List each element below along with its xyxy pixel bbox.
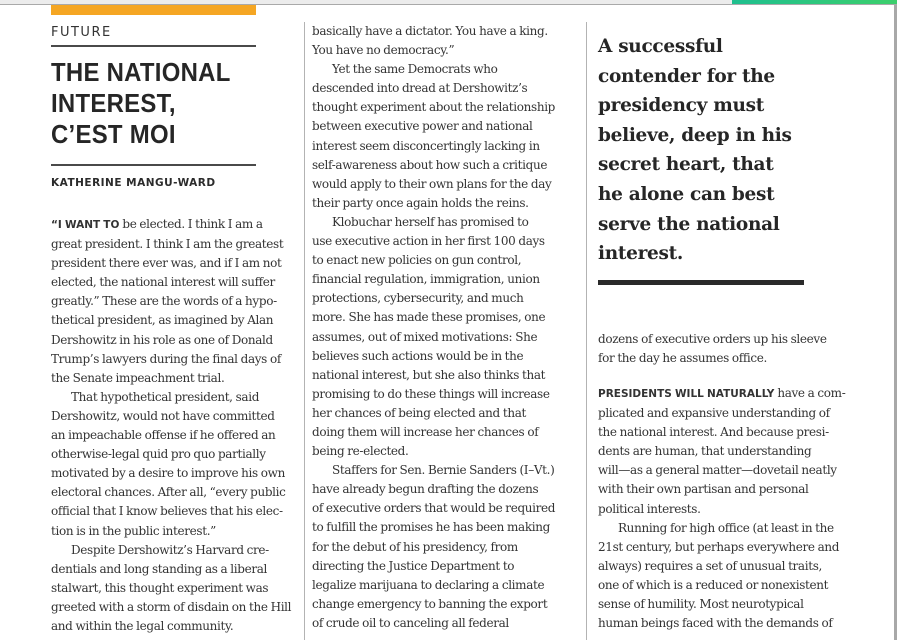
text-line: sense of humility. Most neurotypical xyxy=(598,597,804,612)
text-line: the national interest. And because presi- xyxy=(598,425,829,440)
text-line: human beings faced with the demands of xyxy=(598,616,833,631)
text-line: great president. I think I am the greatest xyxy=(51,237,284,252)
text-line: have already begun drafting the dozens xyxy=(312,482,539,497)
text-line: You have no democracy.” xyxy=(312,43,455,58)
text-line: thetical president, as imagined by Alan xyxy=(51,313,274,328)
text-line: will—as a general matter—dovetail neatly xyxy=(598,463,837,478)
text-line: and within the legal community. xyxy=(51,618,234,633)
text-line: president there ever was, and if I am not xyxy=(51,256,282,271)
text-line: directing the Justice Department to xyxy=(312,558,515,573)
text-line: elected, the national interest will suffer xyxy=(51,275,275,290)
text-line: being re-elected. xyxy=(312,444,409,459)
text-line: to fulfill the promises he has been making xyxy=(312,520,550,535)
text-line: to enact new policies on gun control, xyxy=(312,253,522,268)
top-green-tab xyxy=(732,0,897,4)
text-line: assumes, out of mixed motivations: She xyxy=(312,329,538,344)
text-line: dents are human, that understanding xyxy=(598,444,812,459)
article-headline xyxy=(51,57,272,150)
pull-quote-line: serve the national xyxy=(598,213,780,235)
lead-in: “I WANT TO xyxy=(51,219,120,231)
headline-line: C’EST MOI xyxy=(51,119,176,149)
text-line: otherwise-legal quid pro quo partially xyxy=(51,447,266,462)
text-line: for the debut of his presidency, from xyxy=(312,539,518,554)
text-line: plicated and expansive understanding of xyxy=(598,406,830,421)
text-line: with their own partisan and personal xyxy=(598,482,809,497)
headline-line: INTEREST, xyxy=(51,88,176,118)
text-line: national interest, but she also thinks that xyxy=(312,367,546,382)
text-line: legalize marijuana to declaring a climate xyxy=(312,577,545,592)
text-line: use executive action in her first 100 days xyxy=(312,234,545,249)
column-1-text xyxy=(51,215,291,636)
text-line: PRESIDENTS WILL NATURALLY have a com- xyxy=(598,386,846,400)
text-line: “I WANT TO be elected. I think I am a xyxy=(51,217,263,231)
pull-quote xyxy=(598,32,858,269)
lead-in: PRESIDENTS WILL NATURALLY xyxy=(598,388,775,400)
text-line: believes such actions would be in the xyxy=(312,348,524,363)
text-line: tion is in the public interest.” xyxy=(51,523,216,538)
text-line: Klobuchar herself has promised to xyxy=(332,214,529,229)
text-line: protections, cybersecurity, and much xyxy=(312,291,524,306)
text-line: between executive power and national xyxy=(312,119,533,134)
text-line: self-awareness about how such a critique xyxy=(312,157,548,172)
text-line: would apply to their own plans for the day xyxy=(312,176,552,191)
column-3-text xyxy=(598,384,845,633)
author-byline: KATHERINE MANGU-WARD xyxy=(51,177,216,189)
text-line: more. She has made these promises, one xyxy=(312,310,546,325)
column-divider xyxy=(586,22,587,640)
text-line: their party once again holds the reins. xyxy=(312,195,529,210)
text-line: Trump’s lawyers during the final days of xyxy=(51,351,281,366)
pull-quote-line: interest. xyxy=(598,243,684,265)
text-line: an impeachable offense if he offered an xyxy=(51,428,276,443)
text-line: greeted with a storm of disdain on the Hill xyxy=(51,599,292,614)
pull-quote-line: contender for the xyxy=(598,65,775,87)
pull-quote-line: presidency must xyxy=(598,95,764,117)
text-line: Dershowitz, would not have committed xyxy=(51,408,275,423)
section-label: FUTURE xyxy=(51,25,112,40)
text-line: the Senate impeachment trial. xyxy=(51,370,225,385)
pull-quote-line: he alone can best xyxy=(598,183,775,205)
text-line: Dershowitz in his role as one of Donald xyxy=(51,332,273,347)
text-line: dozens of executive orders up his sleeve xyxy=(598,332,827,346)
text-line: Staffers for Sen. Bernie Sanders (I–Vt.) xyxy=(332,463,555,478)
text-line: official that I know believes that his elec- xyxy=(51,504,283,519)
text-line: change emergency to banning the export xyxy=(312,596,548,611)
text-line: for the day he assumes office. xyxy=(598,351,767,366)
headline-line: THE NATIONAL xyxy=(51,57,231,87)
pull-quote-line: believe, deep in his xyxy=(598,124,792,146)
text-line: basically have a dictator. You have a king. xyxy=(312,24,548,38)
text-line: descended into dread at Dershowitz’s xyxy=(312,81,528,96)
text-line: promising to do these things will increase xyxy=(312,386,550,401)
text-line: That hypothetical president, said xyxy=(71,389,260,404)
text-line: greatly.” These are the words of a hypo- xyxy=(51,294,277,309)
text-line: Yet the same Democrats who xyxy=(332,62,498,77)
text-line: always) requires a set of unusual traits, xyxy=(598,558,822,573)
text-line: of executive orders that would be required xyxy=(312,501,556,516)
text-line: 21st century, but perhaps everywhere and xyxy=(598,539,840,554)
pull-quote-line: secret heart, that xyxy=(598,154,774,176)
accent-bar xyxy=(51,5,256,15)
text-line: motivated by a desire to improve his own xyxy=(51,466,285,481)
text-line: her chances of being elected and that xyxy=(312,405,526,420)
pull-quote-line: A successful xyxy=(598,36,723,57)
text-line: electoral chances. After all, “every public xyxy=(51,485,286,500)
pull-quote-rule xyxy=(598,280,804,285)
section-rule xyxy=(51,45,256,47)
text-line: dentials and long standing as a liberal xyxy=(51,561,268,576)
text-line: of crude oil to canceling all federal xyxy=(312,615,509,630)
column-divider xyxy=(304,22,305,640)
text-line: doing them will increase her chances of xyxy=(312,424,539,439)
text-line: political interests. xyxy=(598,501,701,516)
column-2-text xyxy=(312,22,555,633)
column-3-continued-text xyxy=(598,330,827,368)
text-line: Despite Dershowitz’s Harvard cre- xyxy=(71,542,269,557)
text-line: thought experiment about the relationship xyxy=(312,100,556,115)
text-line: Running for high office (at least in the xyxy=(618,520,834,535)
text-line: stalwart, this thought experiment was xyxy=(51,580,269,595)
text-line: interest seem disconcertingly lacking in xyxy=(312,138,540,153)
text-line: one of which is a reduced or nonexistent xyxy=(598,577,829,592)
headline-rule xyxy=(51,164,256,166)
text-line: financial regulation, immigration, union xyxy=(312,272,540,287)
